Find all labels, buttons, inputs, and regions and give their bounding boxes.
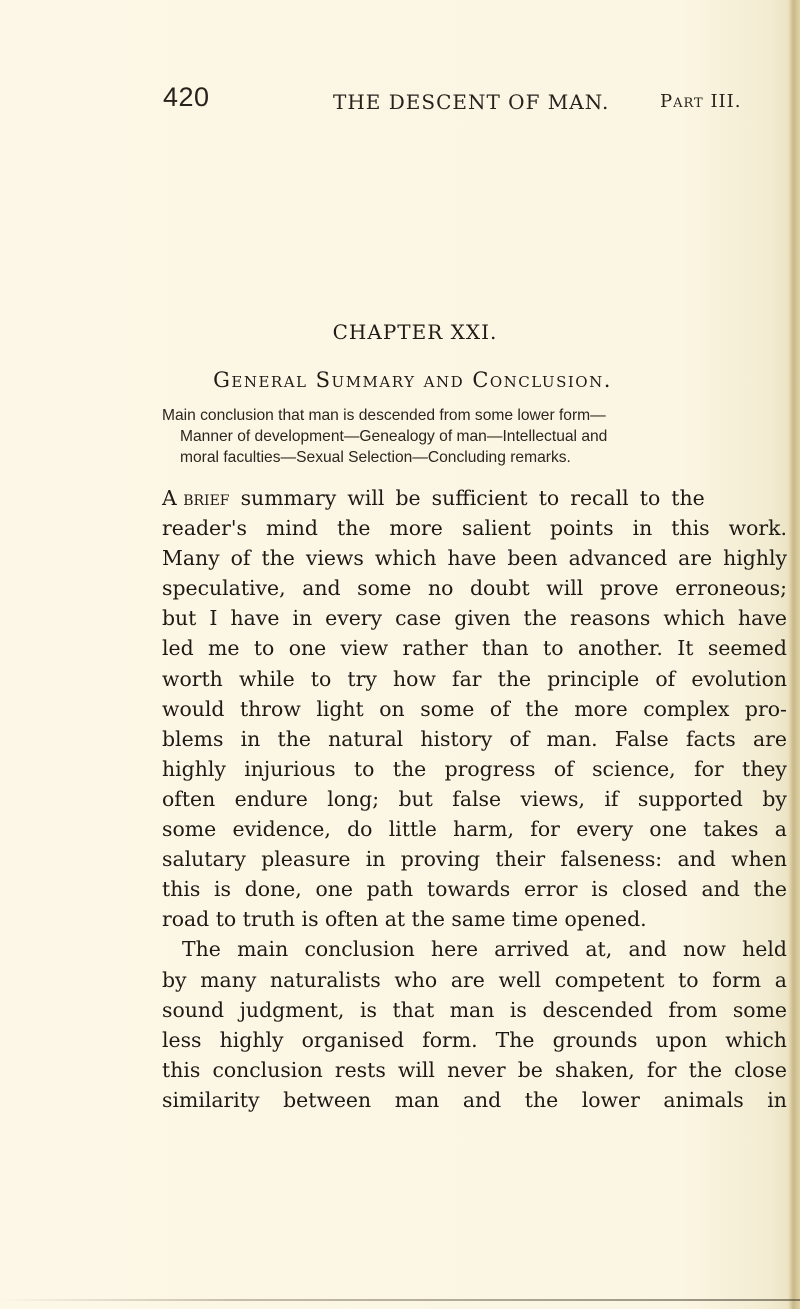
word: be	[517, 1057, 543, 1082]
word: if	[604, 786, 619, 811]
word: case	[395, 606, 442, 631]
word: sound	[162, 997, 225, 1022]
word: for	[646, 1057, 677, 1082]
word: the	[277, 726, 311, 751]
word: the	[524, 1087, 559, 1112]
word: which	[725, 1027, 787, 1052]
synopsis-line: moral faculties—Sexual Selection—Concluding remarks.	[180, 449, 571, 466]
word: will	[397, 1057, 435, 1082]
word: now	[683, 937, 726, 962]
word: falseness:	[560, 847, 663, 872]
word: science,	[592, 756, 676, 781]
word: while	[238, 666, 295, 691]
word: to	[253, 636, 275, 661]
page-edge	[788, 0, 800, 1309]
part-label: Part III.	[660, 91, 742, 112]
word: they	[742, 756, 787, 781]
word: have	[738, 606, 787, 631]
text-line	[162, 573, 787, 603]
word: of	[509, 726, 530, 751]
word: false	[452, 786, 502, 811]
word: for	[530, 817, 560, 842]
word: arrived	[494, 937, 570, 962]
word: is	[214, 877, 232, 902]
word: the	[497, 666, 532, 691]
text-line	[162, 1025, 787, 1055]
word: done,	[244, 877, 302, 902]
chapter-subtitle: General Summary and Conclusion.	[213, 368, 612, 392]
text-line	[162, 754, 787, 784]
text-line	[162, 844, 787, 874]
word: how	[393, 666, 436, 691]
text-line	[162, 965, 787, 995]
word: some	[732, 997, 787, 1022]
word: upon	[655, 1027, 708, 1052]
word: from	[668, 997, 718, 1022]
text-line	[162, 633, 787, 663]
word: highly	[723, 546, 787, 571]
word: light	[316, 696, 364, 721]
word: far	[452, 666, 482, 691]
word: here	[431, 937, 479, 962]
word: lower	[581, 1087, 640, 1112]
word: than	[481, 636, 529, 661]
word: given	[454, 606, 511, 631]
word: every	[325, 606, 383, 631]
word: in	[632, 516, 653, 541]
word: judgment,	[239, 997, 345, 1022]
word: man	[394, 1087, 440, 1112]
word: are	[450, 967, 485, 992]
text-line-content: summary will be sufficient to recall to the	[229, 486, 705, 510]
word: the	[392, 756, 427, 781]
text-line	[162, 724, 787, 754]
word: views,	[520, 786, 585, 811]
word: many	[200, 967, 257, 992]
word: in	[767, 1087, 787, 1112]
text-line	[162, 694, 787, 724]
word: well	[498, 967, 542, 992]
word: the	[261, 546, 295, 571]
word: are	[678, 546, 713, 571]
word: proving	[400, 847, 481, 872]
word: this	[671, 516, 710, 541]
word: The	[495, 1027, 535, 1052]
text-line	[162, 1055, 787, 1085]
word: evidence,	[232, 817, 331, 842]
word: that	[392, 997, 435, 1022]
word: highly	[219, 1027, 284, 1052]
text-line	[162, 784, 787, 814]
word: takes	[703, 817, 759, 842]
text-line	[162, 664, 787, 694]
word: and	[462, 1087, 502, 1112]
word: is	[359, 997, 377, 1022]
word: long;	[327, 786, 380, 811]
word: would	[162, 696, 225, 721]
word: the	[525, 696, 559, 721]
word: a	[774, 817, 787, 842]
word: progress	[444, 756, 536, 781]
word: between	[283, 1087, 372, 1112]
page-header	[0, 82, 800, 122]
word: to	[678, 967, 699, 992]
word: which	[663, 606, 725, 631]
word: some	[357, 576, 412, 601]
word: held	[742, 937, 787, 962]
text-line	[162, 874, 787, 904]
word: form	[712, 967, 762, 992]
word: Many	[162, 546, 220, 571]
word: are	[752, 726, 787, 751]
word: path	[366, 877, 414, 902]
word: have	[230, 606, 280, 631]
word: little	[388, 817, 437, 842]
word: and	[701, 877, 740, 902]
word: naturalists	[270, 967, 381, 992]
text-line	[162, 603, 787, 633]
word: which	[374, 546, 437, 571]
word: pro-	[744, 696, 787, 721]
word: doubt	[469, 576, 530, 601]
word: try	[347, 666, 377, 691]
word: I	[209, 606, 218, 631]
word: advanced	[568, 546, 668, 571]
word: facts	[685, 726, 736, 751]
word: some	[420, 696, 475, 721]
word: will	[546, 576, 584, 601]
word: and	[302, 576, 341, 601]
synopsis-line: Manner of development—Genealogy of man—Intellectual and	[180, 428, 608, 445]
word: main	[237, 937, 289, 962]
word: the	[688, 1057, 723, 1082]
word: closed	[621, 877, 688, 902]
word: to	[353, 756, 375, 781]
word: in	[240, 726, 261, 751]
word: blems	[162, 726, 224, 751]
running-head: THE DESCENT OF MAN.	[333, 90, 610, 114]
word: a	[774, 967, 787, 992]
word: more	[389, 516, 443, 541]
word: conclusion	[304, 937, 415, 962]
word: led	[162, 636, 194, 661]
chapter-synopsis	[162, 405, 782, 468]
word: and	[677, 847, 716, 872]
word: is	[509, 997, 527, 1022]
word: throw	[239, 696, 301, 721]
word: rather	[402, 636, 468, 661]
word: but	[398, 786, 433, 811]
word: this	[162, 877, 201, 902]
word: the	[523, 606, 557, 631]
word: who	[394, 967, 438, 992]
word: similarity	[162, 1087, 260, 1112]
word: is	[591, 877, 609, 902]
word: reasons	[569, 606, 651, 631]
word: shaken,	[555, 1057, 635, 1082]
synopsis-line: Main conclusion that man is descended from some lower form—	[162, 407, 606, 424]
word: do	[347, 817, 373, 842]
word: organised	[301, 1027, 405, 1052]
page-bottom-rule	[0, 1299, 800, 1301]
word: every	[576, 817, 634, 842]
word: close	[734, 1057, 787, 1082]
word: history	[420, 726, 493, 751]
text-line	[162, 814, 787, 844]
word: of	[553, 756, 574, 781]
word: seemed	[707, 636, 787, 661]
word: one	[315, 877, 353, 902]
word: of	[230, 546, 251, 571]
word: of	[489, 696, 510, 721]
word: injurious	[244, 756, 336, 781]
word: of	[655, 666, 676, 691]
word: erroneous;	[675, 576, 787, 601]
word: It	[677, 636, 694, 661]
word: me	[208, 636, 240, 661]
word: pleasure	[261, 847, 351, 872]
text-line	[162, 483, 787, 513]
word: been	[507, 546, 558, 571]
opening-words: A brief	[162, 486, 230, 510]
word: prove	[599, 576, 659, 601]
word: speculative,	[162, 576, 286, 601]
word: to	[543, 636, 564, 661]
word: by	[762, 786, 787, 811]
text-line	[162, 995, 787, 1025]
word: supported	[637, 786, 743, 811]
word: often	[162, 786, 216, 811]
word: never	[447, 1057, 506, 1082]
word: worth	[162, 666, 223, 691]
word: principle	[547, 666, 640, 691]
word: evolution	[691, 666, 787, 691]
word: some	[162, 817, 217, 842]
word: conclusion	[212, 1057, 323, 1082]
word: in	[292, 606, 313, 631]
word: have	[447, 546, 497, 571]
text-line	[162, 513, 787, 543]
text-line	[162, 934, 787, 964]
word: rests	[334, 1057, 386, 1082]
word: man.	[546, 726, 598, 751]
body-text	[162, 483, 787, 1115]
chapter-title: CHAPTER XXI.	[332, 320, 498, 344]
word: harm,	[453, 817, 514, 842]
word: less	[162, 1027, 202, 1052]
text-line: road to truth is often at the same time opened.	[162, 907, 647, 932]
word: to	[310, 666, 332, 691]
word: but	[162, 606, 197, 631]
word: another.	[577, 636, 663, 661]
word: salient	[461, 516, 531, 541]
word: The	[182, 937, 221, 962]
word: man	[449, 997, 495, 1022]
word: points	[549, 516, 614, 541]
word: highly	[162, 756, 226, 781]
word: views	[305, 546, 364, 571]
word: competent	[554, 967, 665, 992]
word: their	[495, 847, 546, 872]
word: False	[614, 726, 669, 751]
word: error	[523, 877, 578, 902]
text-line	[162, 543, 787, 573]
word: view	[340, 636, 389, 661]
word: endure	[234, 786, 308, 811]
word: animals	[663, 1087, 744, 1112]
word: in	[365, 847, 386, 872]
word: form.	[422, 1027, 478, 1052]
word: no	[427, 576, 454, 601]
word: for	[694, 756, 724, 781]
word: the	[753, 877, 787, 902]
word: descended	[542, 997, 653, 1022]
word: this	[162, 1057, 201, 1082]
word: natural	[328, 726, 404, 751]
word: more	[574, 696, 628, 721]
word: work.	[728, 516, 787, 541]
word: when	[731, 847, 787, 872]
word: grounds	[552, 1027, 638, 1052]
word: on	[379, 696, 405, 721]
page-number: 420	[163, 82, 210, 112]
word: towards	[426, 877, 511, 902]
word: complex	[643, 696, 730, 721]
word: one	[649, 817, 687, 842]
word: the	[337, 516, 371, 541]
word: mind	[265, 516, 318, 541]
word: by	[162, 967, 187, 992]
word: one	[288, 636, 327, 661]
word: at,	[585, 937, 613, 962]
text-line	[162, 1085, 787, 1115]
word: and	[628, 937, 667, 962]
word: reader's	[162, 516, 247, 541]
word: salutary	[162, 847, 246, 872]
